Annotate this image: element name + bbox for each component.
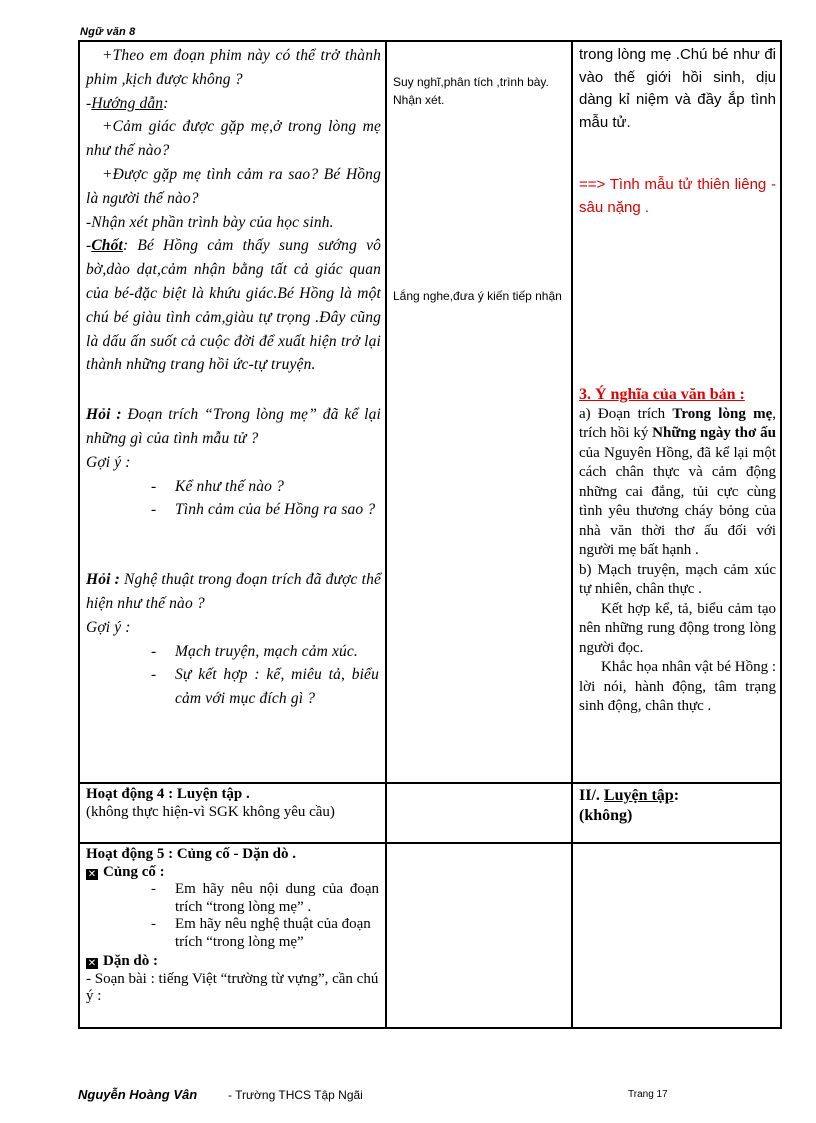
section-3-title: 3. Ý nghĩa của văn bản : bbox=[579, 386, 745, 403]
activity-5-title: Hoạt động 5 : Củng cố - Dặn dò . bbox=[86, 846, 297, 862]
student-action: Lắng nghe,đưa ý kiến tiếp nhận bbox=[393, 289, 562, 303]
teacher-activity-cell bbox=[80, 42, 387, 782]
hint-label: Gợi ý : bbox=[86, 453, 131, 471]
question-line: +Theo em đoạn phim này có thể trở thành phim ,kịch được không ? bbox=[86, 47, 381, 88]
content-cell bbox=[573, 42, 780, 782]
list-item: - Tình cảm của bé Hồng ra sao ? bbox=[151, 501, 376, 519]
question-label: Hỏi : bbox=[86, 571, 120, 589]
page-footer bbox=[78, 1087, 782, 1107]
guide-label: Hướng dẫn bbox=[91, 94, 164, 112]
meaning-a: a) Đoạn trích Trong lòng mẹ, trích hồi ký Những ngày thơ ấu của Nguyên Hồng, đã kể lại một cách chân thực và cảm động những cai đắng, tủi cực cùng tình yêu thương cháy bỏng của nhà văn thời thơ ấu đối với người mẹ bất hạnh . bbox=[579, 405, 776, 558]
list-item: - Kể như thế nào ? bbox=[151, 477, 285, 495]
table-row bbox=[80, 842, 780, 1027]
guide-line: -Hướng dẫn: bbox=[86, 94, 169, 112]
consolidate-label: ✕ Củng cố : bbox=[87, 863, 165, 880]
footer-author: Nguyễn Hoàng Vân bbox=[78, 1087, 198, 1102]
meaning-b: b) Mạch truyện, mạch cảm xúc tự nhiên, chân thực . bbox=[579, 561, 776, 597]
activity-4-title: Hoạt động 4 : Luyện tập . bbox=[86, 786, 250, 802]
homework-text: - Soạn bài : tiếng Việt “trường từ vựng”, cần chú ý : bbox=[86, 970, 379, 1004]
student-activity-cell bbox=[387, 42, 573, 782]
checked-box-icon: ✕ bbox=[87, 868, 97, 880]
list-item: - Em hãy nêu nội dung của đoạn trích “trong lòng mẹ” . bbox=[151, 881, 379, 915]
student-action: Nhận xét. bbox=[393, 93, 445, 107]
review-line: -Nhận xét phần trình bày của học sinh. bbox=[86, 213, 334, 231]
subject-header: Ngữ văn 8 bbox=[80, 26, 136, 38]
practice-cell bbox=[573, 784, 780, 842]
lesson-table bbox=[78, 40, 782, 1029]
homework-label: ✕ Dặn dò : bbox=[87, 953, 159, 969]
question-1: Hỏi : Đoạn trích “Trong lòng mẹ” đã kể lại những gì của tình mẫu tử ? bbox=[86, 406, 381, 447]
question-label: Hỏi : bbox=[86, 406, 122, 424]
list-item: - Em hãy nêu nghệ thuật của đoạn trích “trong lòng mẹ” bbox=[151, 916, 371, 950]
activity-5-cell bbox=[80, 844, 387, 1027]
content-paragraph: trong lòng mẹ .Chú bé như đi vào thế giới hồi sinh, dịu dàng kỉ niệm và đầy ắp tình mẫu tử. bbox=[579, 46, 776, 131]
table-row bbox=[80, 42, 780, 782]
hint-label: Gợi ý : bbox=[86, 618, 131, 636]
table-row bbox=[80, 782, 780, 842]
conclusion-paragraph: -Chốt: Bé Hồng cảm thấy sung sướng vô bờ,dào dạt,cảm nhận bằng tất cả giác quan của bé-đặc biệt là khứu giác.Bé Hồng là một chú bé giàu tình cảm,giàu tự trọng .Đây cũng là dấu ấn suốt cả cuộc đời để xuất hiện trở lại thành những trang hồi ức-tự truyện. bbox=[86, 237, 381, 374]
checked-box-icon: ✕ bbox=[87, 958, 97, 969]
page-number: Trang 17 bbox=[628, 1089, 668, 1100]
hint-list bbox=[86, 640, 381, 711]
activity-4-note: (không thực hiện-vì SGK không yêu cầu) bbox=[86, 803, 335, 820]
hint-list bbox=[86, 475, 381, 523]
activity-4-cell bbox=[80, 784, 387, 842]
list-item: - Sự kết hợp : kể, miêu tả, biểu cảm với mục đích gì ? bbox=[151, 666, 379, 708]
consolidate-list bbox=[86, 881, 381, 951]
practice-note: (không) bbox=[579, 807, 633, 824]
list-item: - Mạch truyện, mạch cảm xúc. bbox=[151, 642, 358, 660]
meaning-b-item: Kết hợp kể, tả, biểu cảm tạo nên những rung động trong lòng người đọc. bbox=[579, 600, 776, 656]
practice-title: II/. Luyện tập: bbox=[579, 787, 680, 804]
conclusion-label: Chốt bbox=[91, 237, 123, 255]
footer-school: - Trường THCS Tập Ngãi bbox=[228, 1088, 363, 1102]
highlight-conclusion: ==> Tình mẫu tử thiên liêng - sâu nặng . bbox=[579, 176, 776, 216]
guide-item: +Được gặp mẹ tình cảm ra sao? Bé Hồng là người thế nào? bbox=[86, 165, 381, 207]
meaning-b-item: Khắc họa nhân vật bé Hồng : lời nói, hành động, tâm trạng sinh động, chân thực . bbox=[579, 659, 776, 714]
empty-cell bbox=[387, 844, 573, 1027]
empty-cell bbox=[573, 844, 780, 1027]
guide-item: +Cảm giác được gặp mẹ,ở trong lòng mẹ như thế nào? bbox=[86, 118, 381, 160]
student-action: Suy nghĩ,phân tích ,trình bày. bbox=[393, 75, 549, 89]
empty-cell bbox=[387, 784, 573, 842]
question-2: Hỏi : Nghệ thuật trong đoạn trích đã được thể hiện như thế nào ? bbox=[86, 571, 381, 612]
